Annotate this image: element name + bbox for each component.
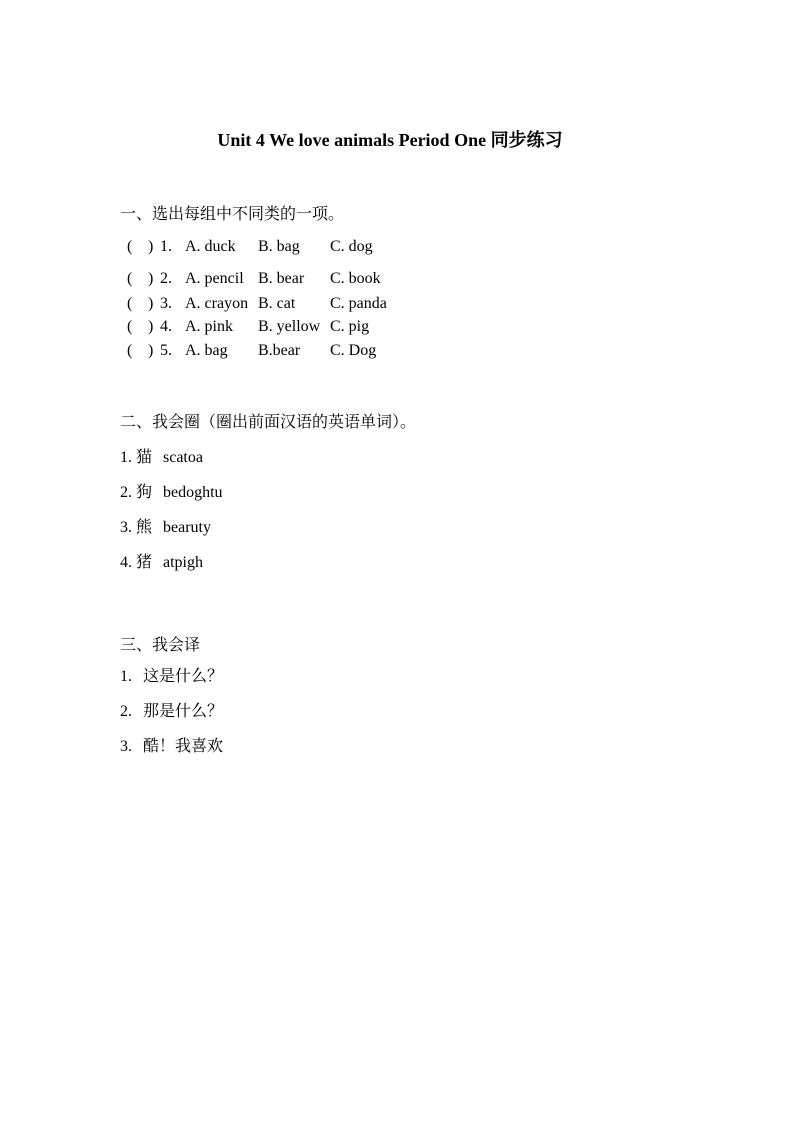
chinese-word: 狗 [136,484,153,501]
item-number: 1. [120,668,132,685]
letter-string: scatoa [163,449,203,466]
option-a: A. pencil [185,270,244,287]
letter-string: bedoghtu [163,484,223,501]
question-number: 2. [160,270,172,287]
answer-paren-open: ( [127,318,133,335]
chinese-sentence: 这是什么？ [143,668,224,685]
option-c: C. panda [330,295,387,312]
option-a: A. duck [185,238,236,255]
answer-paren-close: ) [148,238,154,255]
translate-item [120,667,660,687]
item-number: 2. [120,484,132,501]
answer-paren-close: ) [148,270,154,287]
worksheet-title: Unit 4 We love animals Period One 同步练习 [217,130,563,150]
item-number: 1. [120,449,132,466]
chinese-sentence: 那是什么？ [143,703,224,720]
chinese-word: 熊 [136,519,153,536]
circle-word-item [120,518,660,538]
item-number: 2. [120,703,132,720]
option-a: A. pink [185,318,233,335]
circle-word-item [120,483,660,503]
option-b: B. bag [258,238,300,255]
section-translate [120,636,660,757]
circle-word-item [120,553,660,573]
item-number: 4. [120,554,132,571]
item-number: 3. [120,738,132,755]
question-number: 1. [160,238,172,255]
section-circle-word [120,413,660,573]
mc-question-row [120,269,660,289]
translate-item [120,737,660,757]
option-c: C. pig [330,318,370,335]
option-b: B. cat [258,295,296,312]
item-number: 3. [120,519,132,536]
answer-paren-open: ( [127,238,133,255]
mc-question-row [120,237,660,257]
option-c: C. book [330,270,381,287]
section-3-heading: 三、我会译 [120,637,201,654]
option-c: C. dog [330,238,373,255]
answer-paren-open: ( [127,342,133,359]
question-number: 3. [160,295,172,312]
mc-question-row [120,317,660,337]
section-1-heading: 一、选出每组中不同类的一项。 [120,206,345,223]
section-2-heading: 二、我会圈（圈出前面汉语的英语单词）。 [120,414,417,431]
chinese-word: 猫 [136,449,153,466]
answer-paren-close: ) [148,295,154,312]
option-b: B. bear [258,270,305,287]
chinese-word: 猪 [136,554,153,571]
mc-question-row [120,341,660,361]
answer-paren-close: ) [148,342,154,359]
option-c: C. Dog [330,342,377,359]
letter-string: atpigh [163,554,203,571]
question-number: 4. [160,318,172,335]
question-number: 5. [160,342,172,359]
mc-question-row [120,294,660,314]
option-a: A. crayon [185,295,249,312]
circle-word-item [120,448,660,468]
option-b: B.bear [258,342,301,359]
answer-paren-close: ) [148,318,154,335]
answer-paren-open: ( [127,270,133,287]
option-a: A. bag [185,342,228,359]
chinese-sentence: 酷！我喜欢 [143,738,224,755]
option-b: B. yellow [258,318,321,335]
section-choose-different [120,205,660,361]
translate-item [120,702,660,722]
letter-string: bearuty [163,519,211,536]
answer-paren-open: ( [127,295,133,312]
